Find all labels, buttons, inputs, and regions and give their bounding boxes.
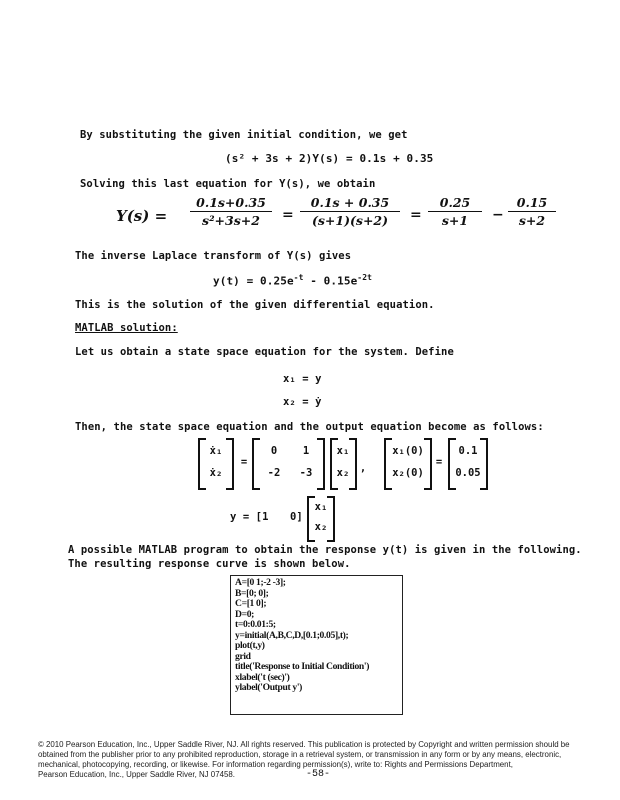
code-line-9: title('Response to Initial Condition')	[235, 661, 370, 672]
x0-2: x₂(0)	[392, 467, 424, 479]
a-11: 0	[270, 445, 278, 457]
minus-sign: −	[492, 207, 504, 223]
x0vals-2: 0.05	[455, 467, 481, 479]
matrix-equals-1: =	[240, 456, 248, 468]
equation-1: (s² + 3s + 2)Y(s) = 0.1s + 0.35	[225, 152, 434, 165]
yt-exponent-2: -2t	[357, 273, 373, 282]
a-matrix-left-bracket	[252, 438, 260, 490]
equals-sign-1: =	[282, 207, 294, 223]
a-22: -3	[299, 467, 313, 479]
solution-line: This is the solution of the given differential equation.	[75, 299, 435, 311]
fraction-2-numerator: 0.1s + 0.35	[310, 195, 390, 210]
code-line-11: ylabel('Output y')	[235, 682, 302, 693]
fraction-2-bar	[300, 211, 400, 212]
code-line-2: B=[0; 0];	[235, 587, 269, 599]
xdot-2: ẋ₂	[209, 467, 223, 479]
yt-part-2: - 0.15e	[303, 274, 358, 288]
code-line-6: y=initial(A,B,C,D,[0.1;0.05],t);	[235, 629, 349, 641]
code-line-1: A=[0 1;-2 -3];	[235, 577, 286, 588]
fraction-3	[428, 195, 482, 228]
code-line-10: xlabel('t (sec)')	[235, 671, 290, 683]
fraction-4-bar	[508, 211, 556, 212]
page-number: -58-	[306, 769, 331, 780]
fraction-1-numerator: 0.1s+0.35	[196, 195, 266, 210]
matrix-comma: ,	[359, 462, 367, 474]
code-line-8: grid	[235, 650, 251, 662]
fraction-2-denominator: (s+1)(s+2)	[311, 213, 389, 229]
fraction-1-bar	[190, 211, 272, 212]
footer-line-2: obtained from the publisher prior to any prohibited reproduction, storage in a retrieval system, or transmission in any form or by any means, electronic,	[38, 750, 562, 759]
ys-label: Y(s) =	[116, 207, 168, 225]
program-line-2: The resulting response curve is shown below.	[68, 558, 351, 570]
matlab-heading: MATLAB solution:	[75, 322, 178, 334]
substitute-line: By substituting the given initial condition, we get	[80, 129, 408, 141]
yt-part-1: y(t) = 0.25e	[213, 274, 294, 288]
x-2: x₂	[336, 467, 350, 479]
fraction-3-bar	[428, 211, 482, 212]
x0vals-1: 0.1	[458, 445, 478, 457]
xdot-1: ẋ₁	[209, 445, 223, 457]
fraction-2	[300, 195, 400, 228]
code-line-7: plot(t,y)	[235, 640, 265, 651]
output-x-1: x₁	[314, 501, 328, 513]
yt-exponent-1: -t	[293, 273, 304, 282]
output-eq-row-end: 0]	[290, 511, 303, 523]
fraction-4-denominator: s+2	[518, 213, 546, 229]
yt-equation	[213, 273, 372, 288]
fraction-4	[508, 195, 556, 228]
fraction-3-numerator: 0.25	[439, 195, 471, 210]
code-line-4: D=0;	[235, 608, 254, 620]
footer-line-1: © 2010 Pearson Education, Inc., Upper Saddle River, NJ. All rights reserved. This publication is protected by Copyright and written permission should be	[38, 740, 570, 749]
fraction-3-denominator: s+1	[441, 213, 469, 229]
inverse-line: The inverse Laplace transform of Y(s) gives	[75, 250, 352, 262]
output-x-2: x₂	[314, 521, 328, 533]
state-line: Let us obtain a state space equation for the system. Define	[75, 346, 454, 358]
x2-definition: x₂ = ẏ	[283, 396, 322, 408]
fraction-4-numerator: 0.15	[516, 195, 548, 210]
program-line-1: A possible MATLAB program to obtain the response y(t) is given in the following.	[68, 544, 582, 556]
x-1: x₁	[336, 445, 350, 457]
code-line-3: C=[1 0];	[235, 598, 267, 609]
a-matrix-right-bracket	[317, 438, 325, 490]
footer-line-4: Pearson Education, Inc., Upper Saddle River, NJ 07458.	[38, 770, 235, 779]
output-eq-prefix: y = [1	[230, 511, 269, 523]
a-21: -2	[267, 467, 281, 479]
equals-sign-2: =	[410, 207, 422, 223]
matrix-equals-2: =	[435, 456, 443, 468]
fraction-1	[190, 195, 272, 228]
code-line-5: t=0:0.01:5;	[235, 619, 276, 630]
solving-line: Solving this last equation for Y(s), we obtain	[80, 178, 376, 190]
x1-definition: x₁ = y	[283, 373, 322, 385]
fraction-1-denominator: s²+3s+2	[202, 213, 260, 229]
a-12: 1	[302, 445, 310, 457]
matlab-code-box	[230, 575, 403, 715]
then-line: Then, the state space equation and the output equation become as follows:	[75, 421, 544, 433]
x0-1: x₁(0)	[392, 445, 424, 457]
footer-line-3: mechanical, photocopying, recording, or likewise. For information regarding permission(s), write to: Rights and Permissions Department,	[38, 760, 513, 769]
